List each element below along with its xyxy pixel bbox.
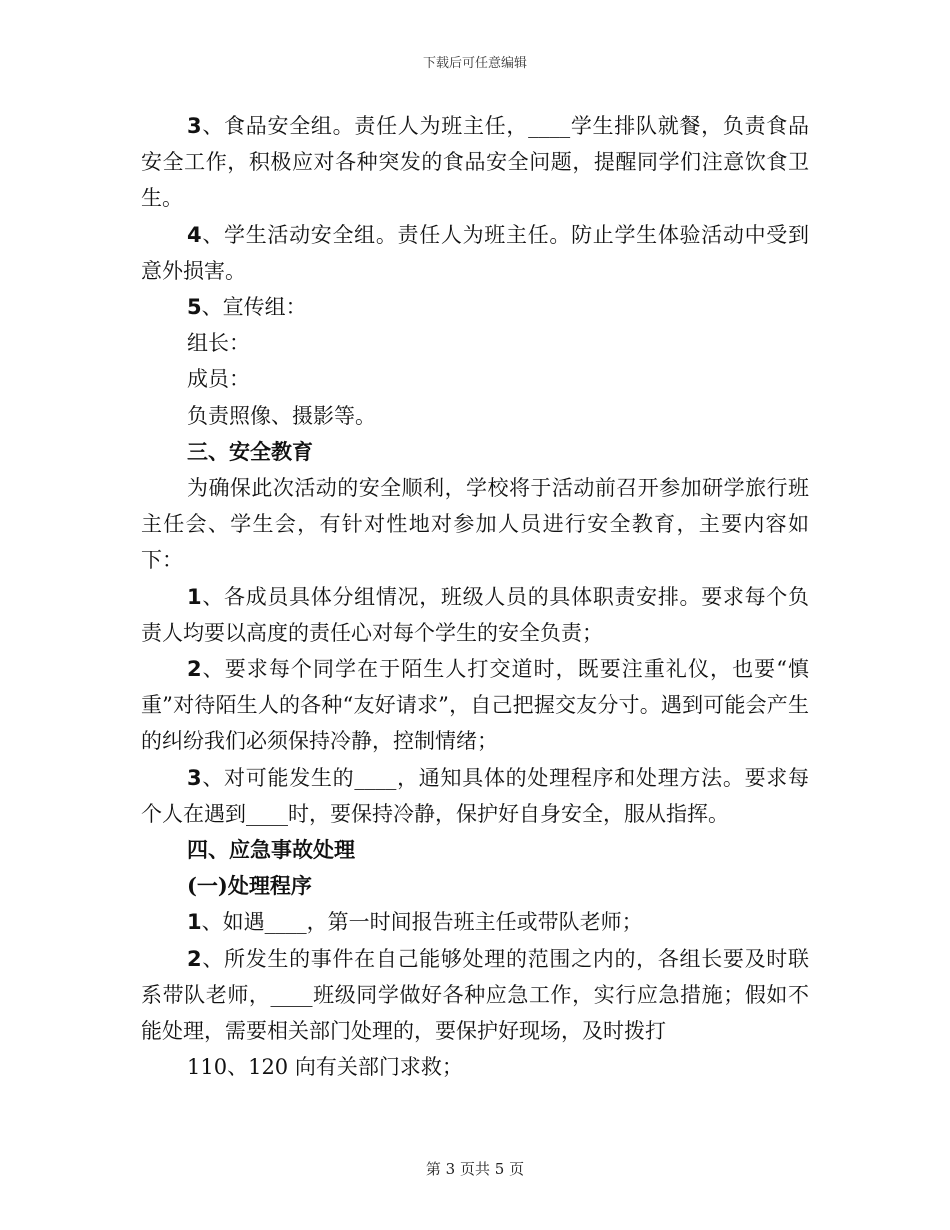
paragraph-text: 、所发生的事件在自己能够处理的范围之内的，各组长要及时联系带队老师，____班级同学做好各种应急工作，实行应急措施；假如不能处理，需要相关部门处理的，要保护好现场，及时拨打 (141, 946, 809, 1044)
item-number: 5 (187, 295, 202, 320)
paragraph-text: 、学生活动安全组。责任人为班主任。防止学生体验活动中受到意外损害。 (141, 222, 809, 283)
item-number: 1 (187, 910, 202, 935)
item-number: 2 (187, 657, 202, 682)
paragraph (141, 760, 809, 832)
item-number: 4 (187, 222, 202, 247)
paragraph: 组长： (187, 331, 250, 356)
item-number: 1 (187, 584, 202, 609)
paragraph-text: 、食品安全组。责任人为班主任，____学生排队就餐，负责食品安全工作，积极应对各种突发的食品安全问题，提醒同学们注意饮食卫生。 (141, 114, 809, 211)
paragraph: 负责照像、摄影等。 (187, 403, 376, 428)
paragraph (141, 651, 809, 760)
page-header: 下载后可任意编辑 (422, 56, 527, 71)
item-number: 2 (187, 946, 202, 971)
paragraph (141, 904, 809, 940)
paragraph (141, 289, 809, 325)
paragraph-text: 、宣传组： (201, 295, 307, 320)
item-number: 3 (187, 114, 202, 138)
paragraph-text: 、要求每个同学在于陌生人打交道时，既要注重礼仪，也要“慎重”对待陌生人的各种“友好请求”，自己把握交友分寸。遇到可能会产生的纠纷我们必须保持冷静，控制情绪； (141, 657, 809, 754)
paragraph-text: 、如遇____，第一时间报告班主任或带队老师； (201, 910, 643, 935)
paragraph (141, 108, 809, 217)
item-number: 3 (187, 765, 202, 790)
page-footer: 第 3 页共 5 页 (425, 1160, 525, 1178)
paragraph (141, 941, 809, 1050)
paragraph: 为确保此次活动的安全顺利，学校将于活动前召开参加研学旅行班主任会、学生会，有针对性地对参加人员进行安全教育，主要内容如下： (141, 476, 809, 573)
section-heading: 四、应急事故处理 (187, 837, 355, 863)
section-heading: 三、安全教育 (187, 438, 313, 464)
paragraph-text: 、对可能发生的____，通知具体的处理程序和处理方法。要求每个人在遇到____时，要保持冷静，保护好自身安全，服从指挥。 (141, 765, 809, 826)
subsection-heading: (一)处理程序 (187, 873, 312, 899)
paragraph-text: 、各成员具体分组情况，班级人员的具体职责安排。要求每个负责人均要以高度的责任心对每个学生的安全负责； (141, 584, 809, 645)
document-body (141, 108, 809, 1085)
paragraph (141, 579, 809, 651)
paragraph (141, 217, 809, 289)
paragraph: 110、120 向有关部门求救； (187, 1055, 463, 1080)
paragraph: 成员： (187, 367, 250, 392)
